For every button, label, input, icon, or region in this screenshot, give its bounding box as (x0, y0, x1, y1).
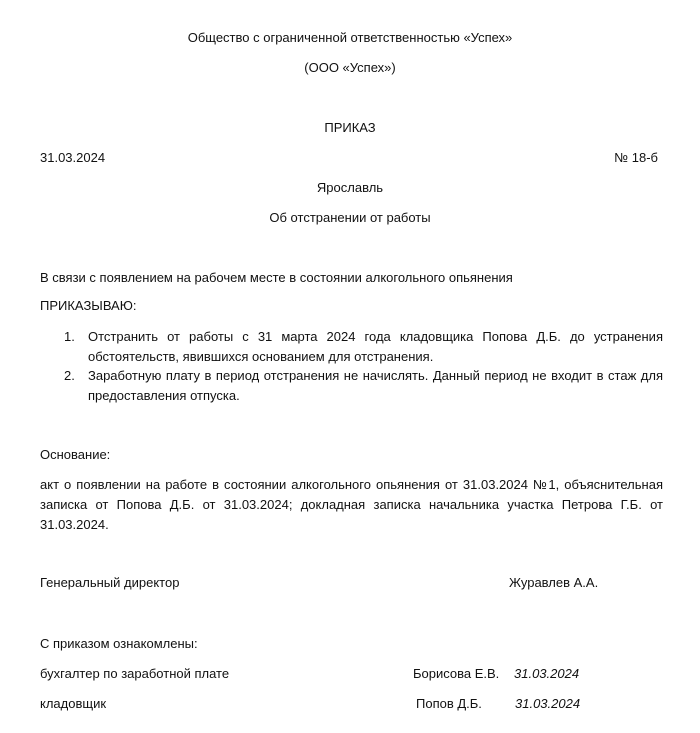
signature-position: Генеральный директор (40, 575, 180, 590)
signature-name: Журавлев А.А. (509, 575, 599, 590)
acknowledgement-label: С приказом ознакомлены: (40, 636, 198, 651)
acknowledgement-position: бухгалтер по заработной плате (40, 666, 230, 681)
order-number: № 18-б (614, 150, 658, 165)
acknowledgement-name: Борисова Е.В. (413, 666, 500, 681)
list-item-number: 2. (64, 368, 75, 383)
list-item-text: Отстранить от работы с 31 марта 2024 года кладовщика Попова Д.Б. до устранения обстоятельств, явившихся основанием для отстранения. (88, 329, 663, 364)
order-subject: Об отстранении от работы (269, 210, 431, 225)
org-short-name: (ООО «Успех») (304, 60, 396, 75)
list-item-text: Заработную плату в период отстранения не начислять. Данный период не входит в стаж для предоставления отпуска. (88, 368, 663, 403)
list-item-number: 1. (64, 329, 75, 344)
order-city: Ярославль (316, 180, 384, 195)
acknowledgement-name: Попов Д.Б. (416, 696, 482, 711)
acknowledgement-date: 31.03.2024 (515, 696, 581, 711)
order-preamble: В связи с появлением на рабочем месте в состоянии алкогольного опьянения (40, 270, 513, 285)
document-type-title: ПРИКАЗ (324, 120, 376, 135)
org-full-name: Общество с ограниченной ответственностью «Успех» (187, 30, 513, 45)
order-directive: ПРИКАЗЫВАЮ: (40, 298, 137, 313)
basis-text: акт о появлении на работе в состоянии алкогольного опьянения от 31.03.2024 №1, объяснительная записка от Попова Д.Б. от 31.03.2024; докладная записка начальника участка Петрова Г.Б. от 31.03.2024. (40, 477, 663, 532)
order-date: 31.03.2024 (40, 150, 106, 165)
basis-label: Основание: (40, 447, 111, 462)
acknowledgement-position: кладовщик (40, 696, 107, 711)
acknowledgement-date: 31.03.2024 (514, 666, 580, 681)
